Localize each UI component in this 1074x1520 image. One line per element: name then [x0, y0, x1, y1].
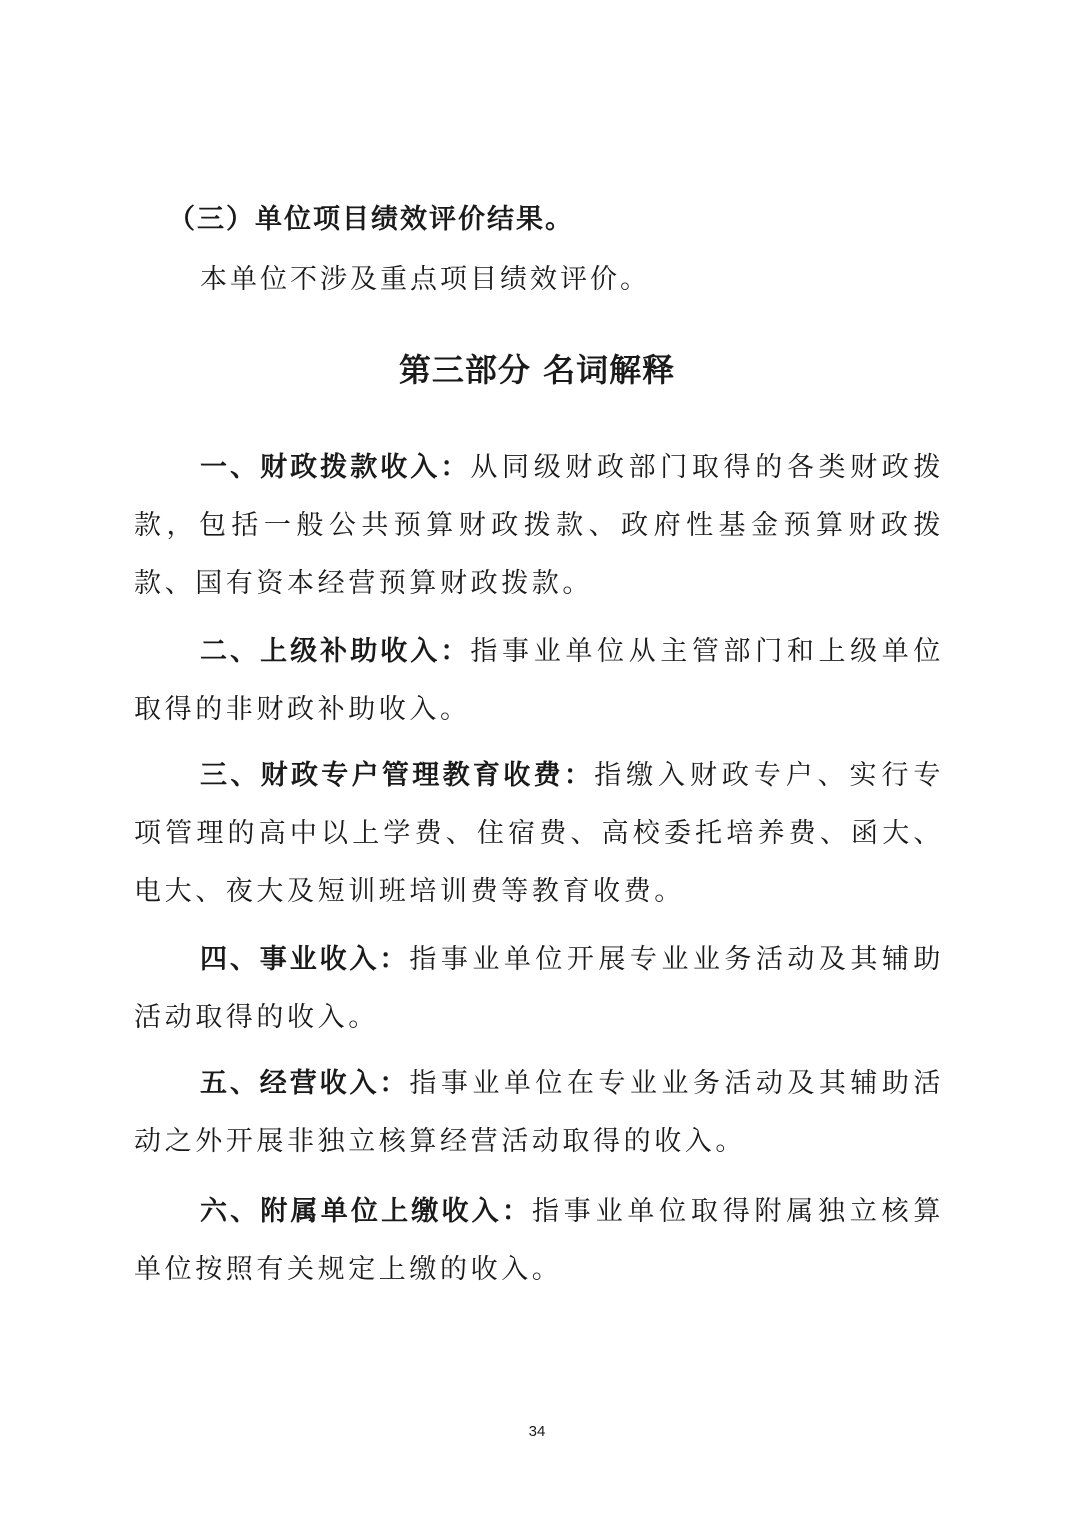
- definition-text: 从同级财政部门取得的各类财政拨款，包括一般公共预算财政拨款、政府性基金预算财政拨款、国有资本经营预算财政拨款。: [134, 452, 945, 599]
- definition-term: 二、上级补助收入：: [200, 636, 471, 667]
- definition-term: 一、财政拨款收入：: [200, 452, 471, 483]
- definition-term: 四、事业收入：: [200, 944, 410, 975]
- definition-paragraph: [134, 747, 944, 921]
- definition-term: 三、财政专户管理教育收费：: [200, 760, 595, 791]
- section-body-text: 本单位不涉及重点项目绩效评价。: [200, 264, 650, 295]
- definition-text: 指事业单位取得附属独立核算单位按照有关规定上缴的收入。: [134, 1196, 944, 1285]
- definition-paragraph: [134, 1055, 944, 1171]
- page-number: 34: [528, 1423, 546, 1440]
- definition-text: 指事业单位开展专业业务活动及其辅助活动取得的收入。: [134, 944, 945, 1033]
- part-title: 第三部分 名词解释: [398, 351, 676, 389]
- definition-paragraph: [134, 623, 944, 739]
- definition-paragraph: [134, 439, 944, 613]
- section-heading: （三）单位项目绩效评价结果。: [168, 204, 574, 235]
- definition-text: 指事业单位在专业业务活动及其辅助活动之外开展非独立核算经营活动取得的收入。: [134, 1068, 945, 1157]
- definition-term: 五、经营收入：: [200, 1068, 410, 1099]
- definition-term: 六、附属单位上缴收入：: [200, 1196, 533, 1227]
- definition-text: 指缴入财政专户、实行专项管理的高中以上学费、住宿费、高校委托培养费、函大、电大、夜大及短训班培训费等教育收费。: [134, 760, 945, 907]
- definition-text: 指事业单位从主管部门和上级单位取得的非财政补助收入。: [134, 636, 945, 725]
- definition-paragraph: [134, 931, 944, 1047]
- definition-paragraph: [134, 1183, 944, 1299]
